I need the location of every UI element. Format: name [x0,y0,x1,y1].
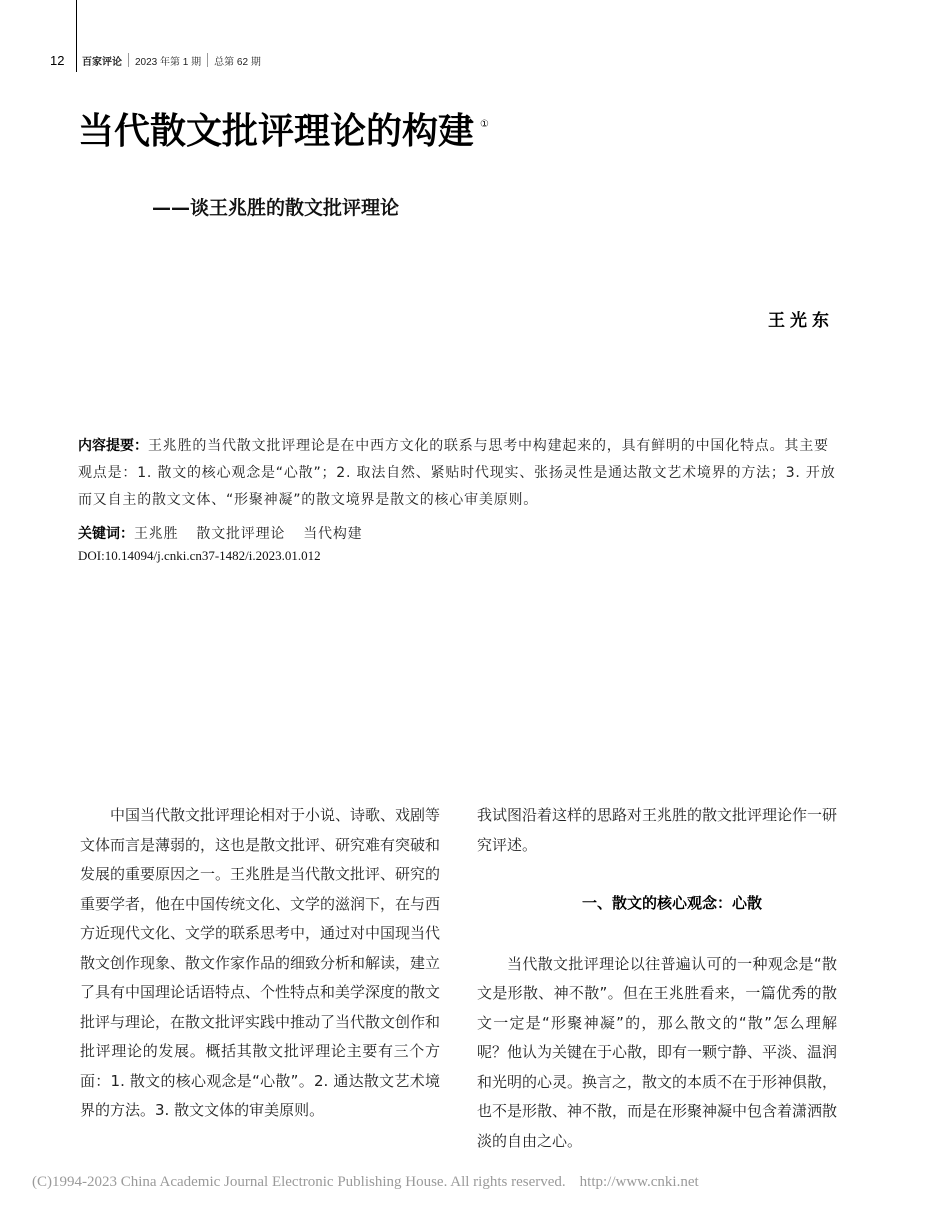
keyword: 王兆胜 [134,526,179,542]
page-number: 12 [50,52,65,68]
abstract-label: 内容提要： [78,438,148,454]
header-divider [128,53,129,67]
copyright-text: (C)1994-2023 China Academic Journal Electronic Publishing House. All rights reserved. [32,1174,566,1190]
header-divider [207,53,208,67]
title-footnote-marker[interactable]: ① [480,119,489,130]
doi[interactable]: DOI:10.14094/j.cnki.cn37-1482/i.2023.01.012 [78,548,321,563]
article-subtitle: ——谈王兆胜的散文批评理论 [152,197,400,219]
keyword: 当代构建 [303,526,363,542]
abstract-text: 王兆胜的当代散文批评理论是在中西方文化的联系与思考中构建起来的，具有鲜明的中国化特点。其主要观点是：1. 散文的核心观念是“心散”；2. 取法自然、紧贴时代现实、张扬灵性是通达散文艺术境界的方法；3. 开放而又自主的散文文体、“形聚神凝”的散文境界是散文的核心审美原则。 [78,438,836,508]
section-heading: 一、散文的核心观念：心散 [581,894,762,912]
body-paragraph: 我试图沿着这样的思路对王兆胜的散文批评理论作一研究评述。 [477,806,838,854]
issue-label: 2023 年第 1 期 [135,56,202,68]
body-left-column [80,801,440,1126]
running-header [50,52,261,68]
body-paragraph: 当代散文批评理论以往普遍认可的一种观念是“散文是形散、神不散”。但在王兆胜看来，一篇优秀的散文一定是“形聚神凝”的，那么散文的“散”怎么理解呢？他认为关键在于心散，即有一颗宁静、平淡、温润和光明的心灵。换言之，散文的本质不在于形神俱散，也不是形散、神不散，而是在形聚神凝中包含着潇洒散淡的自由之心。 [477,954,838,1150]
article-title [78,103,489,154]
footer-url[interactable]: http://www.cnki.net [579,1174,699,1190]
title-text: 当代散文批评理论的构建 [78,111,475,152]
body-right-column [477,801,837,1156]
journal-name: 百家评论 [82,56,122,68]
author-name: 王光东 [768,311,834,331]
keywords-label: 关键词： [78,526,134,542]
keyword: 散文批评理论 [196,526,286,542]
total-issue-label: 总第 62 期 [214,56,261,68]
copyright-footer [32,1174,713,1191]
body-paragraph: 中国当代散文批评理论相对于小说、诗歌、戏剧等文体而言是薄弱的，这也是散文批评、研究难有突破和发展的重要原因之一。王兆胜是当代散文批评、研究的重要学者，他在中国传统文化、文学的滋润下，在与西方近现代文化、文学的联系思考中，通过对中国现当代散文创作现象、散文作家作品的细致分析和解读，建立了具有中国理论话语特点、个性特点和美学深度的散文批评与理论，在散文批评实践中推动了当代散文创作和批评理论的发展。概括其散文批评理论主要有三个方面：1. 散文的核心观念是“心散”。2. 通达散文艺术境界的方法。3. 散文文体的审美原则。 [80,806,441,1119]
abstract [78,433,838,514]
keywords [78,522,380,546]
